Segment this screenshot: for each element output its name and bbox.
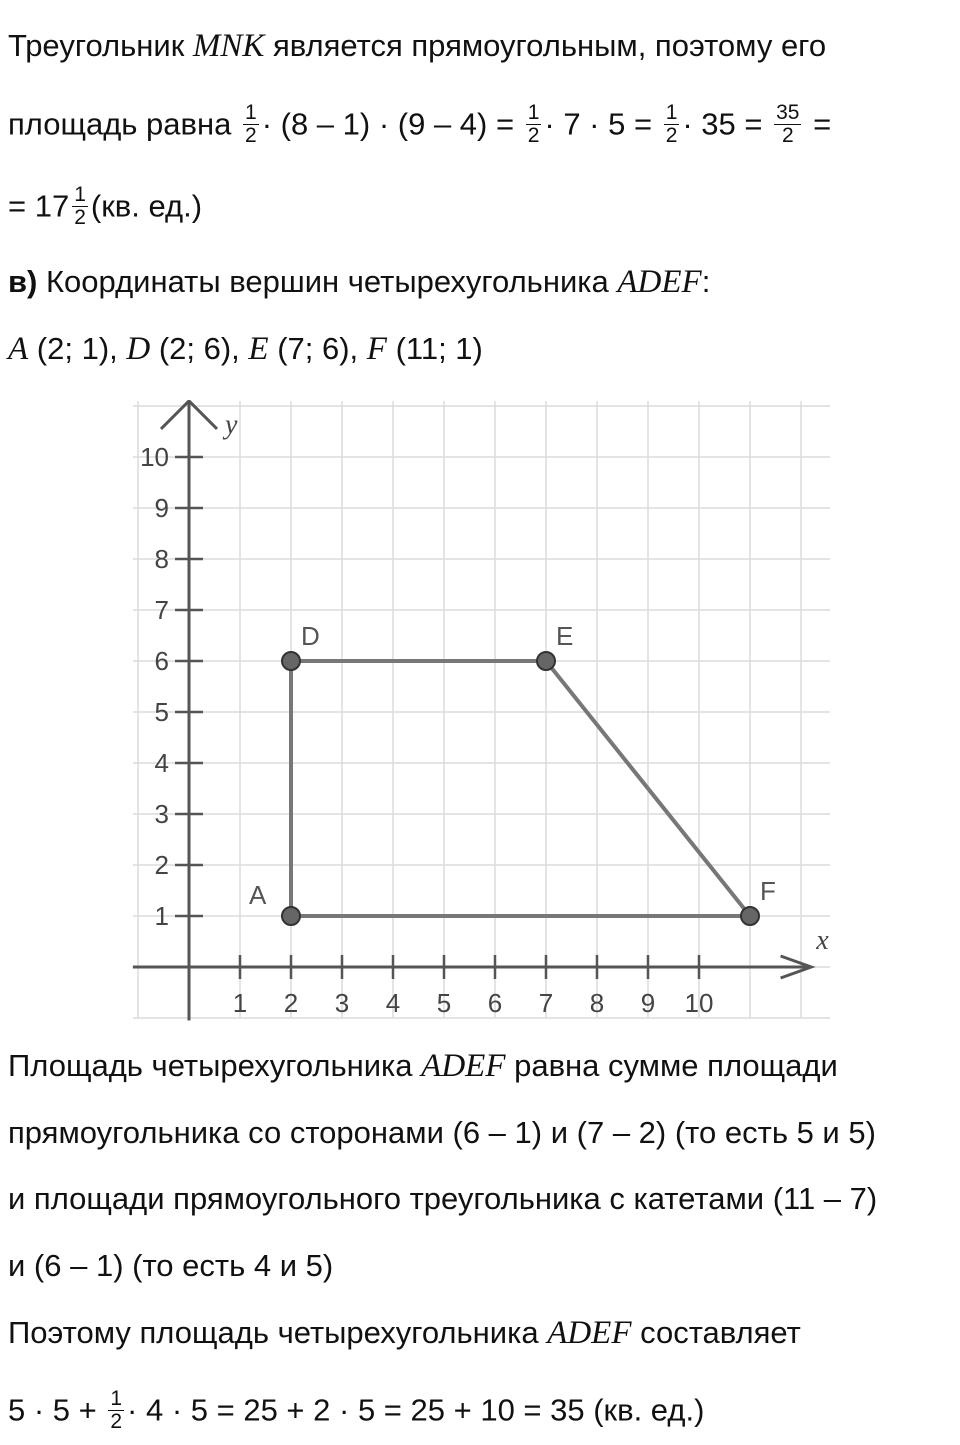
line-2-text-a: площадь равна — [8, 106, 240, 142]
polygon-adef — [291, 661, 750, 916]
fraction-num: 1 — [665, 101, 678, 124]
point-label-d: D — [301, 621, 320, 651]
line-3-text-a: = 17 — [8, 188, 70, 224]
fraction-half — [664, 102, 680, 147]
fraction-half — [243, 102, 259, 147]
x-tick-label: 6 — [487, 988, 503, 1018]
line-4-text: Координаты вершин четырехугольника — [37, 264, 618, 299]
fraction-half — [108, 1388, 124, 1433]
y-tick-label: 9 — [154, 493, 169, 523]
y-axis-label: y — [225, 409, 238, 441]
fraction-num: 1 — [527, 101, 540, 124]
x-tick-label: 2 — [283, 988, 299, 1018]
coordinate-plane — [130, 400, 830, 1022]
point-label-e: E — [556, 621, 574, 651]
fraction-den: 2 — [74, 206, 86, 229]
fraction-num: 1 — [245, 101, 257, 124]
para-1-text-b: равна сумме площади — [505, 1048, 838, 1083]
y-tick-label: 5 — [154, 697, 169, 727]
para-6-text-b: · 4 · 5 = 25 + 2 · 5 = 25 + 10 = 35 (кв. ед.) — [127, 1392, 705, 1428]
var-adef: ADEF — [547, 1315, 632, 1351]
var-a: A — [8, 331, 29, 367]
x-tick-label: 1 — [232, 988, 248, 1018]
y-tick-label: 7 — [154, 595, 169, 625]
fraction-den: 2 — [665, 124, 678, 147]
fraction-den: 2 — [527, 124, 540, 147]
para-4: и (6 – 1) (то есть 4 и 5) — [8, 1248, 334, 1283]
quadrilateral-adef — [291, 661, 750, 916]
item-marker-v: в) — [8, 264, 38, 299]
fraction-num: 1 — [110, 1387, 123, 1410]
point-d — [282, 652, 300, 670]
line-1 — [8, 26, 826, 66]
x-tick-label: 5 — [436, 988, 452, 1018]
fraction-num: 35 — [776, 101, 800, 124]
y-tick-label: 2 — [154, 850, 169, 880]
point-label-f: F — [760, 876, 776, 906]
para-5-text-a: Поэтому площадь четырехугольника — [8, 1315, 548, 1350]
var-adef: ADEF — [617, 264, 702, 300]
var-e: E — [248, 331, 269, 367]
x-tick-label: 4 — [385, 988, 401, 1018]
var-d: D — [126, 331, 151, 367]
y-tick-label: 4 — [154, 748, 169, 778]
coord-f: (11; 1) — [386, 331, 483, 366]
fraction-num: 1 — [74, 183, 86, 206]
fraction-den: 2 — [781, 124, 794, 147]
line-3 — [8, 183, 203, 231]
y-tick-label: 6 — [154, 646, 169, 676]
y-tick-label: 10 — [140, 442, 169, 472]
x-tick-label: 10 — [684, 988, 714, 1018]
var-f: F — [366, 331, 387, 367]
coord-a: (2; 1), — [28, 331, 127, 366]
point-label-a: A — [249, 880, 267, 910]
point-e — [537, 652, 555, 670]
line-3-text-b: (кв. ед.) — [90, 188, 203, 224]
para-6-text-a: 5 · 5 + — [8, 1392, 106, 1428]
axes — [133, 401, 829, 1021]
line-5-coordinates — [8, 329, 483, 369]
point-a — [282, 907, 300, 925]
fraction-half — [526, 102, 542, 147]
point-f — [741, 907, 759, 925]
coord-d: (2; 6), — [150, 331, 249, 366]
line-1-text-a: Треугольник — [8, 28, 193, 63]
para-2: прямоугольника со сторонами (6 – 1) и (7 – 2) (то есть 5 и 5) — [8, 1115, 876, 1150]
vertices — [249, 621, 776, 925]
line-2-text-c: · 7 · 5 = — [544, 106, 661, 142]
para-6-result — [8, 1387, 705, 1435]
fraction-35-2 — [774, 102, 801, 147]
x-tick-label: 3 — [334, 988, 350, 1018]
y-tick-label: 1 — [154, 901, 169, 931]
var-adef: ADEF — [421, 1048, 506, 1084]
fraction-den: 2 — [110, 1410, 123, 1433]
para-3: и площади прямоугольного треугольника с катетами (11 – 7) — [8, 1181, 878, 1216]
para-5-text-b: составляет — [631, 1315, 801, 1350]
line-2-text-e: = — [804, 106, 832, 142]
fraction-den: 2 — [245, 124, 257, 147]
ticks — [140, 442, 713, 1018]
grid — [133, 400, 830, 1018]
line-2 — [8, 101, 832, 149]
line-4-colon: : — [701, 264, 711, 299]
line-4 — [8, 262, 710, 302]
para-1 — [8, 1046, 838, 1086]
x-tick-label: 7 — [538, 988, 554, 1018]
y-tick-label: 8 — [154, 544, 169, 574]
var-mnk: MNK — [192, 28, 265, 64]
fraction-half — [72, 184, 88, 229]
x-tick-label: 8 — [589, 988, 605, 1018]
line-2-text-b: · (8 – 1) · (9 – 4) = — [261, 106, 523, 142]
line-2-text-d: · 35 = — [682, 106, 772, 142]
x-axis-label: x — [816, 925, 829, 956]
para-5 — [8, 1313, 801, 1353]
y-tick-label: 3 — [154, 799, 169, 829]
coord-e: (7; 6), — [268, 331, 367, 366]
x-tick-label: 9 — [640, 988, 656, 1018]
para-1-text-a: Площадь четырехугольника — [8, 1048, 422, 1083]
line-1-text-b: является прямоугольным, поэтому его — [264, 28, 827, 63]
